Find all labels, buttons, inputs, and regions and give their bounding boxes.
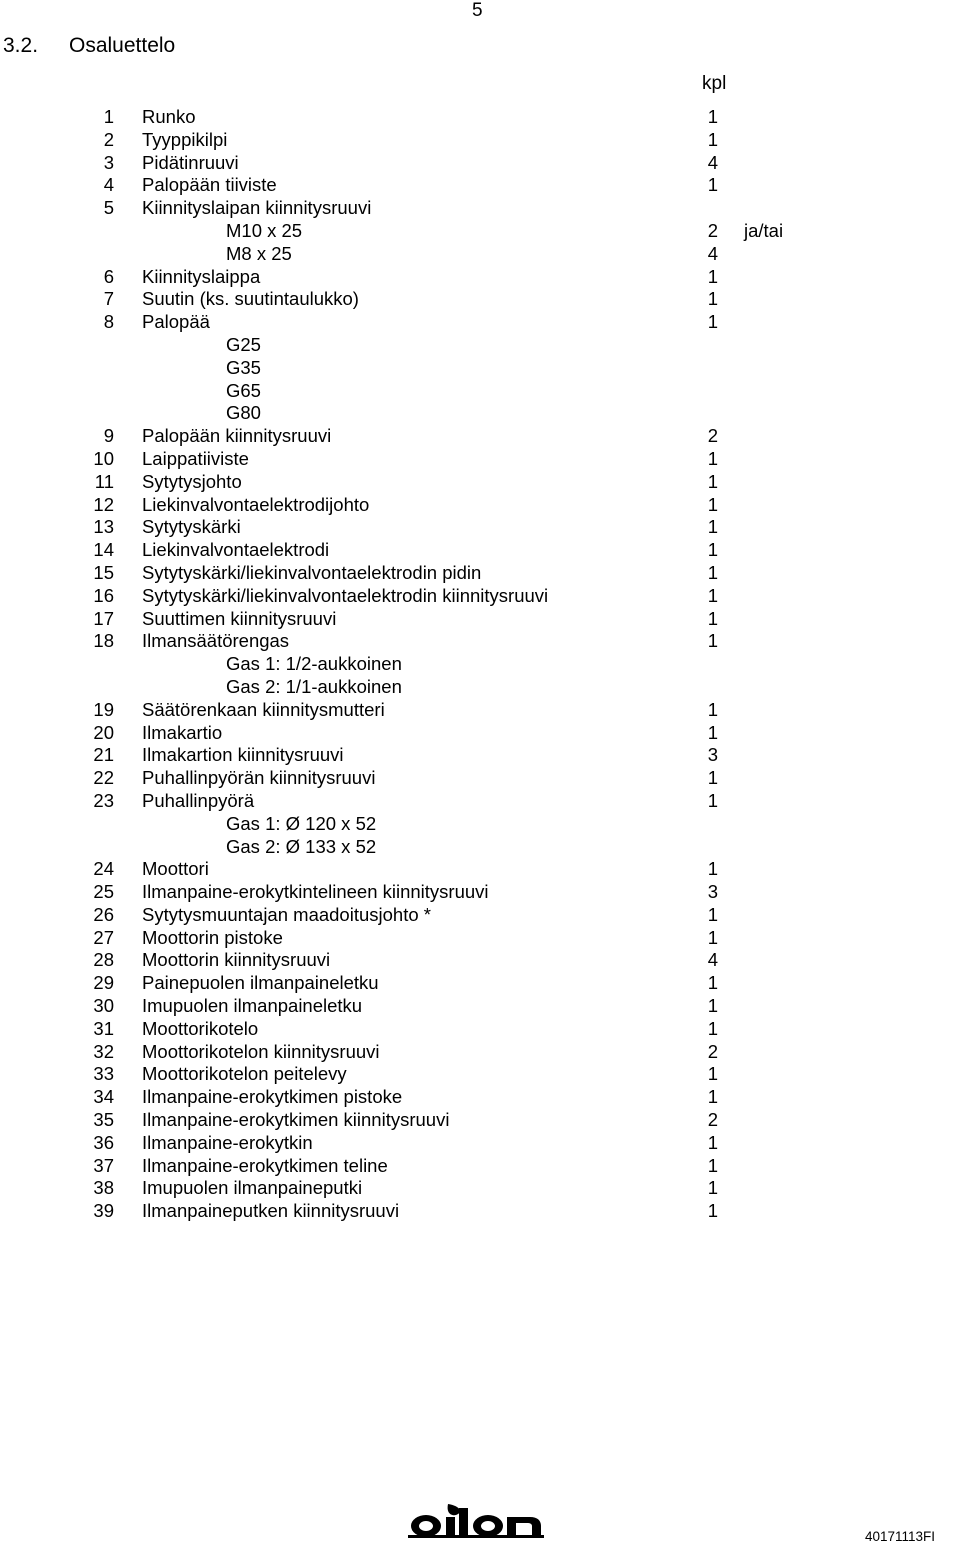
part-row xyxy=(0,1109,960,1132)
document-number: 40171113FI xyxy=(865,1529,936,1544)
part-quantity: 2 xyxy=(707,425,718,447)
part-quantity: 2 xyxy=(707,1109,718,1131)
part-row xyxy=(0,585,960,608)
part-name: Moottorin pistoke xyxy=(142,926,283,948)
part-name: Ilmansäätörengas xyxy=(142,630,290,652)
part-number: 32 xyxy=(93,1040,114,1062)
part-row xyxy=(0,1155,960,1178)
part-row xyxy=(0,311,960,334)
part-row xyxy=(0,904,960,927)
part-name: Moottori xyxy=(142,858,209,880)
part-name: Sytytyskärki xyxy=(142,516,241,538)
part-number: 31 xyxy=(93,1017,114,1039)
part-row xyxy=(0,1132,960,1155)
part-subrow xyxy=(0,380,960,403)
part-quantity: 1 xyxy=(707,721,718,743)
part-row xyxy=(0,197,960,220)
part-name: Moottorikotelon kiinnitysruuvi xyxy=(142,1040,380,1062)
part-quantity: 1 xyxy=(707,858,718,880)
part-number: 38 xyxy=(93,1177,114,1199)
part-number: 20 xyxy=(93,721,114,743)
part-quantity: 1 xyxy=(707,1086,718,1108)
part-row xyxy=(0,448,960,471)
part-name: Sytytysjohto xyxy=(142,470,242,492)
part-name: Säätörenkaan kiinnitysmutteri xyxy=(142,698,385,720)
part-name: Moottorikotelo xyxy=(142,1017,259,1039)
part-subrow xyxy=(0,813,960,836)
part-quantity: 1 xyxy=(707,561,718,583)
part-row xyxy=(0,1063,960,1086)
part-number: 2 xyxy=(103,128,114,150)
part-name: Palopään tiiviste xyxy=(142,174,277,196)
part-quantity: 1 xyxy=(707,1063,718,1085)
part-number: 7 xyxy=(103,288,114,310)
part-name: Tyyppikilpi xyxy=(142,128,228,150)
part-row xyxy=(0,1200,960,1223)
part-row xyxy=(0,1177,960,1200)
part-subrow xyxy=(0,402,960,425)
part-number: 12 xyxy=(93,493,114,515)
part-name: Kiinnityslaipan kiinnitysruuvi xyxy=(142,197,372,219)
part-quantity: 2 xyxy=(707,1040,718,1062)
part-name: Runko xyxy=(142,106,196,127)
part-number: 30 xyxy=(93,995,114,1017)
part-subrow xyxy=(0,220,960,243)
part-quantity: 1 xyxy=(707,1154,718,1176)
part-quantity: 1 xyxy=(707,1200,718,1222)
part-row xyxy=(0,722,960,745)
part-quantity: 3 xyxy=(707,881,718,903)
oilon-logo xyxy=(408,1504,544,1540)
part-name: Ilmakartion kiinnitysruuvi xyxy=(142,744,344,766)
part-row xyxy=(0,744,960,767)
part-quantity: 1 xyxy=(707,311,718,333)
part-number: 10 xyxy=(93,447,114,469)
part-name: Ilmanpaine-erokytkimen teline xyxy=(142,1154,388,1176)
part-row xyxy=(0,1018,960,1041)
part-name: Ilmanpaine-erokytkimen kiinnitysruuvi xyxy=(142,1109,450,1131)
part-quantity: 2 xyxy=(707,219,718,241)
part-row xyxy=(0,608,960,631)
part-name: Ilmanpaine-erokytkin xyxy=(142,1131,313,1153)
part-row xyxy=(0,494,960,517)
part-quantity: 1 xyxy=(707,1131,718,1153)
part-number: 23 xyxy=(93,789,114,811)
part-quantity: 4 xyxy=(707,949,718,971)
part-quantity: 1 xyxy=(707,995,718,1017)
part-variant: G65 xyxy=(226,379,261,401)
part-name: Moottorin kiinnitysruuvi xyxy=(142,949,331,971)
part-number: 37 xyxy=(93,1154,114,1176)
part-quantity: 1 xyxy=(707,470,718,492)
part-row xyxy=(0,972,960,995)
part-quantity: 1 xyxy=(707,926,718,948)
part-row xyxy=(0,562,960,585)
part-name: Painepuolen ilmanpaineletku xyxy=(142,972,379,994)
part-name: Sytytyskärki/liekinvalvontaelektrodin kiinnitysruuvi xyxy=(142,584,549,606)
part-row xyxy=(0,471,960,494)
part-number: 36 xyxy=(93,1131,114,1153)
part-quantity: 1 xyxy=(707,174,718,196)
part-quantity: 1 xyxy=(707,584,718,606)
parts-list xyxy=(0,106,960,1223)
part-name: Puhallinpyörä xyxy=(142,789,255,811)
part-quantity: 1 xyxy=(707,789,718,811)
part-number: 39 xyxy=(93,1200,114,1222)
part-quantity: 1 xyxy=(707,698,718,720)
part-number: 34 xyxy=(93,1086,114,1108)
part-number: 18 xyxy=(93,630,114,652)
part-quantity: 1 xyxy=(707,1177,718,1199)
part-variant: Gas 1: Ø 120 x 52 xyxy=(226,812,377,834)
part-row xyxy=(0,516,960,539)
part-number: 17 xyxy=(93,607,114,629)
part-number: 4 xyxy=(103,174,114,196)
part-number: 29 xyxy=(93,972,114,994)
part-row xyxy=(0,266,960,289)
part-note: ja/tai xyxy=(744,219,784,241)
part-quantity: 1 xyxy=(707,1017,718,1039)
part-variant: G25 xyxy=(226,333,261,355)
part-number: 8 xyxy=(103,311,114,333)
part-name: Puhallinpyörän kiinnitysruuvi xyxy=(142,767,376,789)
section-title: Osaluettelo xyxy=(69,34,176,57)
part-quantity: 1 xyxy=(707,288,718,310)
part-subrow xyxy=(0,334,960,357)
part-number: 21 xyxy=(93,744,114,766)
part-number: 3 xyxy=(103,151,114,173)
part-number: 35 xyxy=(93,1109,114,1131)
part-quantity: 4 xyxy=(707,242,718,264)
part-name: Palopää xyxy=(142,311,210,333)
part-name: Imupuolen ilmanpaineletku xyxy=(142,995,363,1017)
part-row xyxy=(0,106,960,129)
part-number: 11 xyxy=(94,470,114,492)
part-number: 14 xyxy=(93,539,114,561)
part-number: 27 xyxy=(93,926,114,948)
part-number: 33 xyxy=(93,1063,114,1085)
part-name: Suutin (ks. suutintaulukko) xyxy=(142,288,359,310)
part-row xyxy=(0,995,960,1018)
part-number: 13 xyxy=(93,516,114,538)
part-variant: M8 x 25 xyxy=(226,242,292,264)
part-number: 25 xyxy=(93,881,114,903)
part-row xyxy=(0,288,960,311)
part-variant: Gas 2: 1/1-aukkoinen xyxy=(226,675,402,697)
part-quantity: 1 xyxy=(707,106,718,127)
part-name: Ilmanpaine-erokytkintelineen kiinnitysruuvi xyxy=(142,881,489,903)
part-number: 1 xyxy=(103,106,114,127)
section-heading xyxy=(3,34,175,58)
part-row xyxy=(0,174,960,197)
part-number: 16 xyxy=(93,584,114,606)
part-row xyxy=(0,1086,960,1109)
part-name: Liekinvalvontaelektrodi xyxy=(142,539,330,561)
part-quantity: 1 xyxy=(707,493,718,515)
part-number: 5 xyxy=(103,197,114,219)
part-row xyxy=(0,539,960,562)
part-variant: M10 x 25 xyxy=(226,219,303,241)
part-subrow xyxy=(0,243,960,266)
part-variant: G80 xyxy=(226,402,261,424)
part-variant: Gas 2: Ø 133 x 52 xyxy=(226,835,377,857)
part-name: Ilmanpaineputken kiinnitysruuvi xyxy=(142,1200,400,1222)
part-number: 19 xyxy=(93,698,114,720)
part-quantity: 1 xyxy=(707,539,718,561)
part-number: 22 xyxy=(93,767,114,789)
part-quantity: 4 xyxy=(707,151,718,173)
quantity-column-header: kpl xyxy=(702,73,727,94)
part-quantity: 1 xyxy=(707,265,718,287)
part-row xyxy=(0,630,960,653)
part-number: 28 xyxy=(93,949,114,971)
page-number: 5 xyxy=(472,0,483,21)
part-subrow xyxy=(0,836,960,859)
part-row xyxy=(0,767,960,790)
part-name: Ilmakartio xyxy=(142,721,223,743)
part-subrow xyxy=(0,676,960,699)
section-number: 3.2. xyxy=(3,34,39,57)
part-number: 9 xyxy=(103,425,114,447)
part-row xyxy=(0,425,960,448)
part-name: Moottorikotelon peitelevy xyxy=(142,1063,347,1085)
part-number: 15 xyxy=(93,561,114,583)
part-quantity: 1 xyxy=(707,972,718,994)
part-variant: G35 xyxy=(226,356,261,378)
part-subrow xyxy=(0,653,960,676)
part-name: Suuttimen kiinnitysruuvi xyxy=(142,607,337,629)
part-name: Kiinnityslaippa xyxy=(142,265,261,287)
part-quantity: 1 xyxy=(707,128,718,150)
part-row xyxy=(0,1041,960,1064)
part-number: 24 xyxy=(93,858,114,880)
part-name: Laippatiiviste xyxy=(142,447,249,469)
part-row xyxy=(0,152,960,175)
part-number: 26 xyxy=(93,903,114,925)
part-row xyxy=(0,790,960,813)
part-name: Imupuolen ilmanpaineputki xyxy=(142,1177,363,1199)
part-name: Palopään kiinnitysruuvi xyxy=(142,425,332,447)
part-row xyxy=(0,858,960,881)
part-row xyxy=(0,699,960,722)
part-quantity: 1 xyxy=(707,767,718,789)
part-variant: Gas 1: 1/2-aukkoinen xyxy=(226,653,402,675)
part-name: Sytytyskärki/liekinvalvontaelektrodin pidin xyxy=(142,561,482,583)
part-quantity: 1 xyxy=(707,903,718,925)
part-row xyxy=(0,881,960,904)
part-number: 6 xyxy=(103,265,114,287)
part-quantity: 1 xyxy=(707,516,718,538)
part-row xyxy=(0,949,960,972)
part-quantity: 1 xyxy=(707,447,718,469)
part-name: Pidätinruuvi xyxy=(142,151,239,173)
part-subrow xyxy=(0,357,960,380)
part-quantity: 1 xyxy=(707,630,718,652)
part-name: Sytytysmuuntajan maadoitusjohto * xyxy=(142,903,431,925)
part-name: Liekinvalvontaelektrodijohto xyxy=(142,493,370,515)
part-quantity: 3 xyxy=(707,744,718,766)
part-quantity: 1 xyxy=(707,607,718,629)
part-name: Ilmanpaine-erokytkimen pistoke xyxy=(142,1086,403,1108)
part-row xyxy=(0,927,960,950)
part-row xyxy=(0,129,960,152)
